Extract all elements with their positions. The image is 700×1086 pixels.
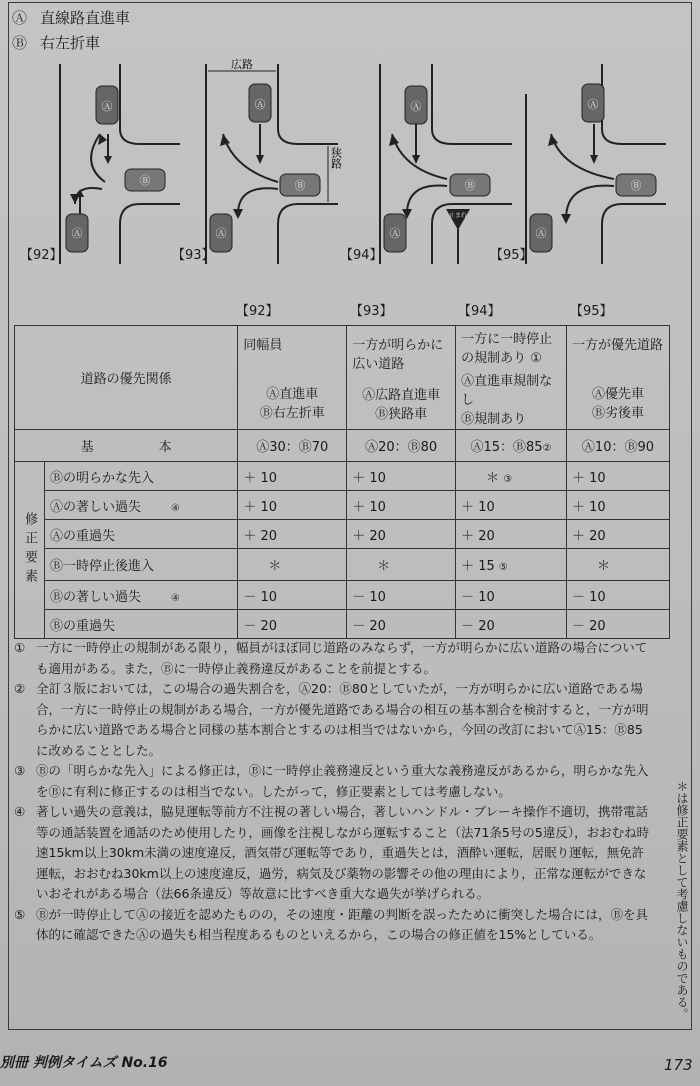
car-b: Ⓑ — [630, 179, 642, 192]
car-a: Ⓐ — [587, 98, 599, 111]
case-col-95: 一方が優先道路 Ⓐ優先車 Ⓑ劣後車 — [566, 326, 669, 430]
notes — [14, 638, 654, 946]
case-num-93: 【93】 — [350, 304, 393, 319]
intersection-diagram-92 — [20, 54, 180, 264]
note-3: ③ Ⓑの「明らかな先入」による修正は，Ⓑに一時停止義務違反という重大な義務違反があるから，明らかな先入をⒷに有利に修正するのは相当でない。したがって，修正要素としては考慮しない。 — [14, 763, 649, 799]
side-note: ＊は修正要素として考慮しないものである。 — [675, 780, 689, 1020]
table-row: Ⓑの著しい過失 ④ － 10 － 10 － 10 － 10 — [15, 581, 670, 610]
legend-item-a: Ⓐ 直線路直進車 — [12, 9, 131, 27]
diagram-label: 【93】 — [172, 248, 215, 263]
fault-ratio-table — [14, 325, 670, 639]
car-a: Ⓐ — [410, 100, 422, 113]
note-5: ⑤ Ⓑが一時停止してⒶの接近を認めたものの，その速度・距離の判断を誤ったために衝突した場合には，Ⓑを具体的に確認できたⒶの過失も相当程度あるものといえるから，この場合の修正値を15%としている。 — [14, 906, 649, 942]
car-a-2: Ⓐ — [389, 227, 401, 240]
note-2: ② 全訂３版においては，この場合の過失割合を，Ⓐ20：Ⓑ80としていたが，一方が明らかに広い道路である場合，一方に一時停止の規制がある場合，一方が優先道路である場合の相互の基本割合を検討すると，一方が明らかに広い道路である場合と同様の基本割合とするのは相当ではないから，今回の改訂においてⒶ15：Ⓑ85に改めることとした。 — [14, 681, 649, 758]
intersection-diagram-95 — [506, 54, 666, 264]
case-num-94: 【94】 — [458, 304, 501, 319]
table-row: 修正要素 Ⓑの明らかな先入 ＋ 10 ＋ 10 ＊ ③ ＋ 10 — [15, 462, 670, 491]
case-col-94: 一方に一時停止の規制あり ① Ⓐ直進車規制なし Ⓑ規制あり — [456, 326, 567, 430]
table-header-row — [15, 326, 670, 430]
car-b: Ⓑ — [294, 179, 306, 192]
legend-item-b: Ⓑ 右左折車 — [12, 34, 101, 52]
table-row: Ⓐの著しい過失 ④ ＋ 10 ＋ 10 ＋ 10 ＋ 10 — [15, 491, 670, 520]
case-col-92: 同幅員 Ⓐ直進車 Ⓑ右左折車 — [238, 326, 347, 430]
diagram-93 — [172, 54, 343, 264]
diagram-95 — [490, 54, 666, 264]
note-4: ④ 著しい過失の意義は，脇見運転等前方不注視の著しい場合，著しいハンドル・ブレーキ操作不適切，携帯電話等の通話装置を通話のため使用したり，画像を注視しながら運転すること（法71条5号の5違反），おおむね時速15km以上30km未満の速度違反，酒気帯び運転等であり，重過失とは，酒酔い運転，居眠り運転，無免許運転，おおむね30km以上の速度違反，過労，病気及び薬物の影響その他の理由により，正常な運転ができないおそれがある場合（法66条違反）等故意に比すべき重大な過失が挙げられる。 — [14, 804, 650, 901]
car-a-2: Ⓐ — [215, 227, 227, 240]
priority-label: 道路の優先関係 — [15, 326, 238, 430]
car-a: Ⓐ — [254, 98, 266, 111]
car-b: Ⓑ — [139, 174, 151, 187]
basic-row: 基 本 Ⓐ30：Ⓑ70 Ⓐ20：Ⓑ80 Ⓐ15：Ⓑ85② Ⓐ10：Ⓑ90 — [15, 430, 670, 462]
case-num-92: 【92】 — [236, 304, 279, 319]
page-number: 173 — [664, 1056, 693, 1074]
car-a-2: Ⓐ — [535, 227, 547, 240]
case-col-93: 一方が明らかに広い道路 Ⓐ広路直進車 Ⓑ狭路車 — [347, 326, 456, 430]
car-b: Ⓑ — [464, 179, 476, 192]
diagram-label: 【92】 — [20, 248, 63, 263]
case-num-95: 【95】 — [570, 304, 613, 319]
modifier-label: 修正要素 — [15, 462, 45, 639]
wide-road-label: 広路 — [231, 58, 253, 71]
table-row: Ⓑ一時停止後進入 ＊ ＊ ＋ 15 ⑤ ＊ — [15, 549, 670, 581]
legend — [12, 6, 130, 56]
intersection-diagram-93 — [178, 54, 343, 264]
diagram-label: 【95】 — [490, 248, 533, 263]
car-a-2: Ⓐ — [71, 227, 83, 240]
stop-sign-text: 止まれ — [448, 212, 468, 219]
table-row: Ⓐの重過失 ＋ 20 ＋ 20 ＋ 20 ＋ 20 — [15, 520, 670, 549]
narrow-road-label: 狭路 — [329, 147, 343, 169]
intersection-diagram-94 — [352, 54, 512, 264]
diagram-92 — [20, 54, 180, 264]
diagram-label: 【94】 — [340, 248, 383, 263]
table-row: Ⓑの重過失 － 20 － 20 － 20 － 20 — [15, 610, 670, 639]
note-1: ① 一方に一時停止の規制がある限り，幅員がほぼ同じ道路のみならず，一方が明らかに広い道路の場合についても適用がある。また，Ⓑに一時停止義務違反があることを前提とする。 — [14, 640, 648, 676]
diagram-94 — [340, 54, 512, 264]
footer-publication: 別冊 判例タイムズ No.16 — [0, 1055, 168, 1071]
car-a: Ⓐ — [101, 100, 113, 113]
